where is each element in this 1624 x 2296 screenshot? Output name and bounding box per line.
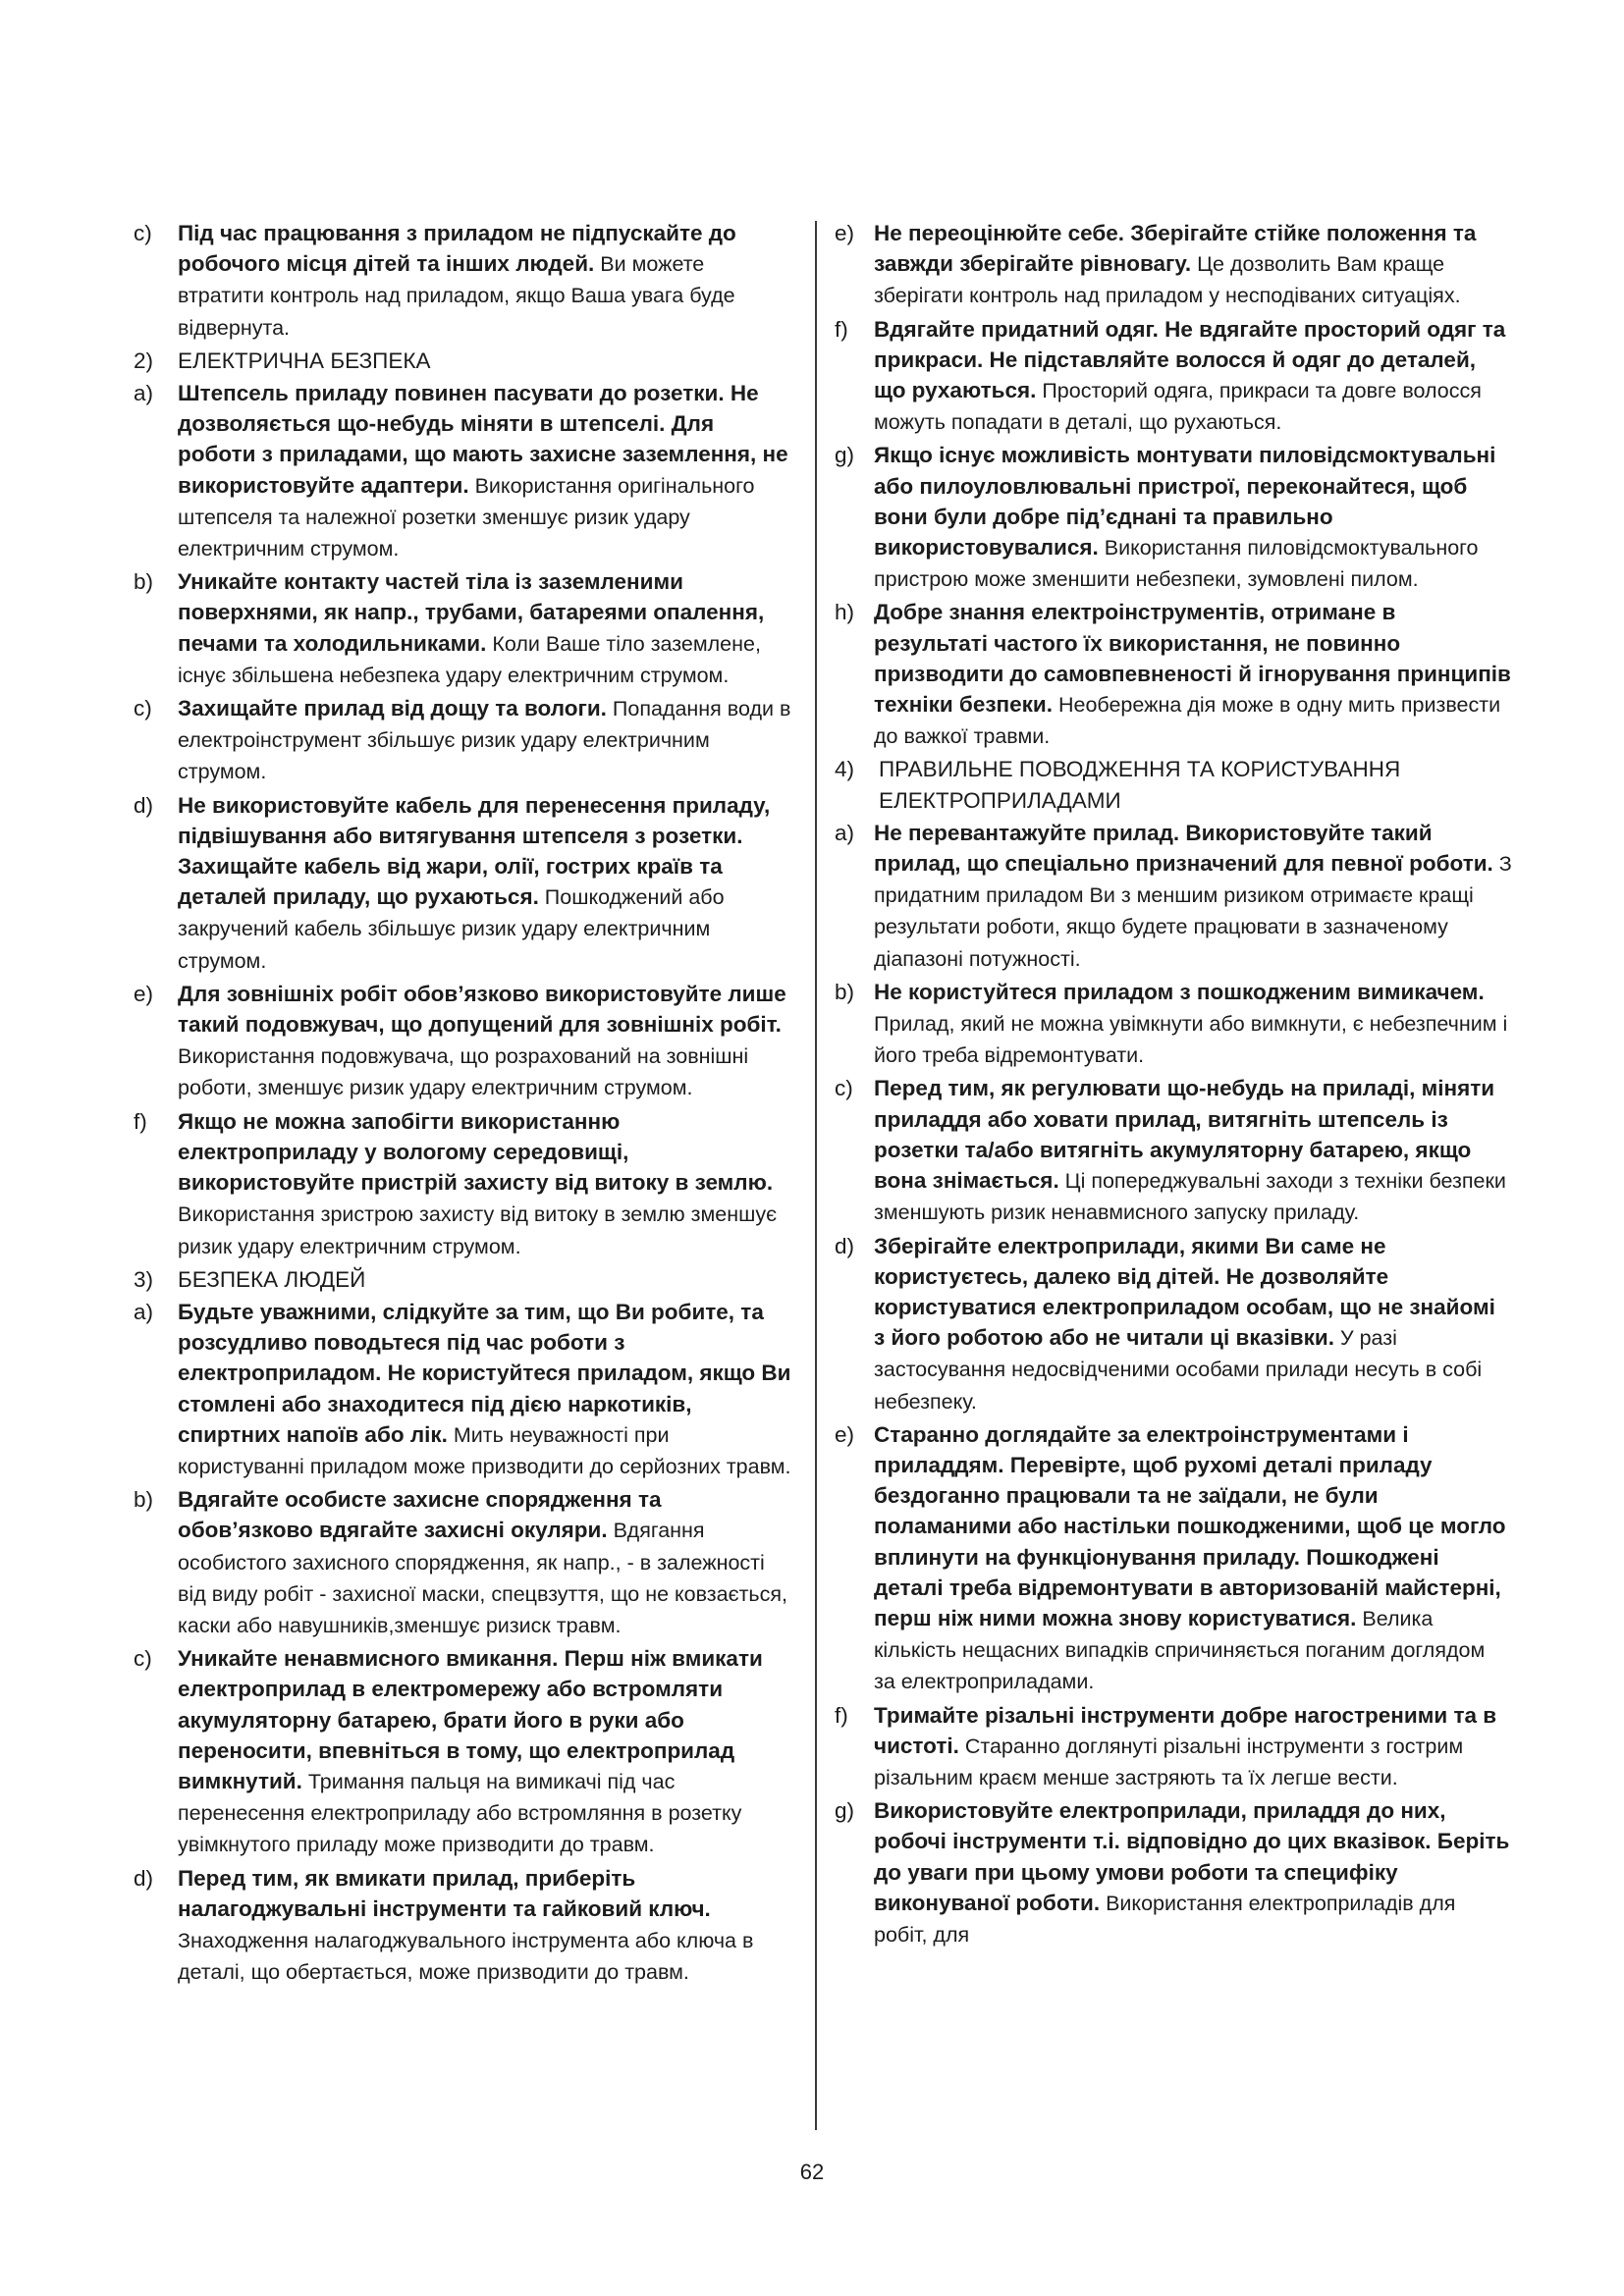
item-marker: a) <box>835 820 855 845</box>
list-item <box>835 977 1512 1072</box>
section-3-heading <box>134 1264 793 1295</box>
item-marker: e) <box>835 1421 855 1447</box>
item-marker: c) <box>134 696 152 721</box>
item-text: Використання пиловідсмоктувального пристрою може зменшити небезпеки, зумовлені пилом. <box>874 536 1479 592</box>
item-marker: e) <box>835 221 855 245</box>
item-marker: d) <box>134 1865 154 1891</box>
item-marker: d) <box>835 1233 855 1258</box>
item-text: У разі застосування недосвідченими особами прилади несуть в собі небезпеку. <box>874 1326 1483 1414</box>
item-bold-text: Зберігайте електроприлади, якими Ви саме не користуєтесь, далеко від дітей. Не дозволяйте користуватися електроприладом особам, що не знайомі з його роботою або не читали ці вказівки. <box>874 1233 1495 1351</box>
item-marker: e) <box>134 981 154 1006</box>
item-bold-text: Уникайте ненавмисного вмикання. Перш ніж вмикати електроприлад в електромережу або встромляти акумуляторну батарею, брати його в руки або переносити, впевніться в тому, що електроприлад вимкнутий. <box>178 1646 763 1793</box>
item-bold-text: Використовуйте електроприлади, приладдя до них, робочі інструменти т.і. відповідно до цих вказівок. Беріть до уваги при цьому умови роботи та специфіку виконуваної роботи. <box>874 1798 1510 1915</box>
item-marker: a) <box>134 381 154 406</box>
list-item <box>134 790 793 977</box>
list-item <box>835 597 1512 752</box>
item-text: Прилад, який не можна увімкнути або вимкнути, є небезпечним і його треба відремонтувати. <box>874 1012 1508 1068</box>
item-bold-text: Перед тим, як регулювати що-небудь на приладі, міняти приладдя або ховати прилад, витягніть штепсель із розетки та/або витягніть акумуляторну батарею, якщо вона знімається. <box>874 1076 1495 1194</box>
list-item <box>134 378 793 564</box>
item-bold-text: Захищайте прилад від дощу та вологи. <box>178 696 607 721</box>
item-bold-text: Добре знання електроінструментів, отримане в результаті частого їх використання, не повинно призводити до самовпевненості й ігнорування принципів техніки безпеки. <box>874 600 1511 718</box>
section-title: ЕЛЕКТРИЧНА БЕЗПЕКА <box>178 347 431 373</box>
section-number: 4) <box>835 757 855 782</box>
list-item <box>835 818 1512 975</box>
section-title: ПРАВИЛЬНЕ ПОВОДЖЕННЯ ТА КОРИСТУВАННЯ ЕЛЕКТРОПРИЛАДАМИ <box>879 757 1401 813</box>
item-text: Ви можете втратити контроль над приладом, якщо Ваша увага буде відвернута. <box>178 252 735 340</box>
item-marker: f) <box>134 1108 147 1134</box>
list-item <box>134 1106 793 1262</box>
item-marker: b) <box>134 1487 154 1513</box>
item-text: Використання електроприладів для робіт, для <box>874 1891 1456 1947</box>
item-text: Просторий одяга, прикраси та довге волосся можуть попадати в деталі, що рухаються. <box>874 379 1482 435</box>
item-text: Це дозволить Вам краще зберігати контроль над приладом у несподіваних ситуаціях. <box>874 252 1461 308</box>
section-number: 3) <box>134 1266 154 1292</box>
item-text: Знаходження налагоджувального інструмента або ключа в деталі, що обертається, може призводити до травм. <box>178 1928 754 1985</box>
item-marker: c) <box>134 221 152 245</box>
item-bold-text: Старанно доглядайте за електроінструментами і приладдям. Перевірте, щоб рухомі деталі приладу бездоганно працювали та не заїдали, не були поламаними або настільки пошкодженими, щоб це могло вплинути на функціонування приладу. Пошкоджені деталі треба відремонтувати в авторизованій майстерні, перш ніж ними можна знову користуватися. <box>874 1421 1506 1630</box>
item-marker: g) <box>835 443 855 468</box>
item-marker: b) <box>134 569 154 595</box>
item-bold-text: Тримайте різальні інструменти добре нагостреними та в чистоті. <box>874 1702 1497 1758</box>
section-4-heading <box>835 754 1512 815</box>
item-bold-text: Не користуйтеся приладом з пошкодженим вимикачем. <box>874 979 1485 1004</box>
item-bold-text: Якщо не можна запобігти використанню електроприладу у вологому середовищі, використовуйте пристрій захисту від витоку в землю. <box>178 1108 774 1196</box>
item-bold-text: Штепсель приладу повинен пасувати до розетки. Не дозволяється що-небудь міняти в штепселі. Для роботи з приладами, що мають захисне заземлення, не використовуйте адаптери. <box>178 381 788 498</box>
column-divider <box>815 221 817 2130</box>
item-text: Пошкоджений або закручений кабель збільшує ризик удару електричним струмом. <box>178 885 725 973</box>
item-text: Використання зристрою захисту від витоку в землю зменшує ризик удару електричним струмом. <box>178 1202 778 1258</box>
list-item <box>835 1700 1512 1794</box>
list-item <box>134 979 793 1104</box>
item-text: Старанно доглянуті різальні інструменти з гострим різальним краєм менше застряють та їх легше вести. <box>874 1734 1464 1789</box>
list-item <box>134 1863 793 1989</box>
item-text: Тримання пальця на вимикачі під час перенесення електроприладу або встромляння в розетку увімкнутого приладу може призводити до травм. <box>178 1769 742 1857</box>
item-c-intro <box>134 218 793 344</box>
item-marker: f) <box>835 316 848 342</box>
item-text: Мить неуважності при користуванні приладом може призводити до серйозних травм. <box>178 1422 791 1478</box>
item-marker: f) <box>835 1702 848 1728</box>
list-item <box>835 1073 1512 1228</box>
item-bold-text: Під час працювання з приладом не підпускайте до робочого місця дітей та інших людей. <box>178 221 736 277</box>
item-marker: g) <box>835 1798 855 1824</box>
item-bold-text: Не використовуйте кабель для перенесення приладу, підвішування або витягування штепселя з розетки. Захищайте кабель від жари, олії, гострих країв та деталей приладу, що рухаються. <box>178 792 771 910</box>
item-text: Використання подовжувача, що розрахований на зовнішні роботи, зменшує ризик удару електричним струмом. <box>178 1044 749 1100</box>
item-marker: c) <box>134 1646 152 1672</box>
list-item <box>835 218 1512 312</box>
item-text: Необережна дія може в одну мить призвести до важкої травми. <box>874 693 1501 749</box>
item-bold-text: Вдягайте придатний одяг. Не вдягайте просторий одяг та прикраси. Не підставляйте волосся й одяг до деталей, що рухаються. <box>874 316 1506 403</box>
item-marker: c) <box>835 1076 853 1101</box>
item-bold-text: Не переоцінюйте себе. Зберігайте стійке положення та завжди зберігайте рівновагу. <box>874 221 1477 277</box>
item-bold-text: Не перевантажуйте прилад. Використовуйте такий прилад, що спеціально призначений для певної роботи. <box>874 820 1493 877</box>
item-text: Попадання води в електроінструмент збільшує ризик удару електричним струмом. <box>178 697 791 784</box>
item-bold-text: Для зовнішніх робіт обов’язково використовуйте лише такий подовжувач, що допущений для зовнішніх робіт. <box>178 981 786 1038</box>
item-marker: d) <box>134 792 154 818</box>
item-bold-text: Будьте уважними, слідкуйте за тим, що Ви робите, та розсудливо поводьтеся під час роботи з електроприладом. Не користуйтеся приладом, якщо Ви стомлені або знаходитеся під дією наркотиків, спиртних напоїв або лік. <box>178 1299 791 1447</box>
list-item <box>134 566 793 691</box>
item-marker: b) <box>835 979 855 1004</box>
item-marker: h) <box>835 600 855 625</box>
section-number: 2) <box>134 347 154 373</box>
list-item <box>134 693 793 788</box>
list-item <box>835 314 1512 439</box>
item-text: Велика кількість нещасних випадків спричиняється поганим доглядом за електроприладами. <box>874 1606 1486 1694</box>
section-title: БЕЗПЕКА ЛЮДЕЙ <box>178 1266 366 1292</box>
page-number: 62 <box>799 2160 825 2184</box>
item-bold-text: Вдягайте особисте захисне спорядження та обов’язково вдягайте захисні окуляри. <box>178 1487 662 1543</box>
item-marker: a) <box>134 1299 154 1324</box>
list-item <box>134 1484 793 1641</box>
item-text: Вдягання особистого захисного спорядження, як напр., - в залежності від виду робіт - захисної маски, спецвзуття, що не ковзається, каски або навушників,зменшує ризиск травм. <box>178 1519 787 1637</box>
section-2-heading <box>134 346 793 376</box>
list-item <box>134 1643 793 1860</box>
list-item <box>835 1419 1512 1698</box>
list-item <box>835 440 1512 595</box>
left-column <box>134 218 793 1990</box>
item-text: Коли Ваше тіло заземлене, існує збільшена небезпека удару електричним струмом. <box>178 631 761 687</box>
item-text: З придатним приладом Ви з меншим ризиком отримаєте кращі результати роботи, якщо будете працювати в зазначеному діапазоні потужності. <box>874 852 1512 971</box>
item-text: Використання оригінального штепселя та належної розетки зменшує ризик удару електричним струмом. <box>178 473 755 561</box>
list-item <box>835 1795 1512 1950</box>
item-bold-text: Якщо існує можливість монтувати пиловідсмоктувальні або пилоуловлювальні пристрої, переконайтеся, щоб вони були добре під’єднані та правильно використовувалися. <box>874 443 1496 561</box>
list-item <box>835 1231 1512 1417</box>
item-bold-text: Уникайте контакту частей тіла із заземленими поверхнями, як напр., трубами, батареями опалення, печами та холодильниками. <box>178 569 765 656</box>
list-item <box>134 1297 793 1482</box>
right-column <box>835 218 1512 1952</box>
item-bold-text: Перед тим, як вмикати прилад, приберіть налагоджувальні інструменти та гайковий ключ. <box>178 1865 711 1921</box>
item-text: Ці попереджувальні заходи з техніки безпеки зменшують ризик ненавмисного запуску приладу. <box>874 1169 1506 1225</box>
